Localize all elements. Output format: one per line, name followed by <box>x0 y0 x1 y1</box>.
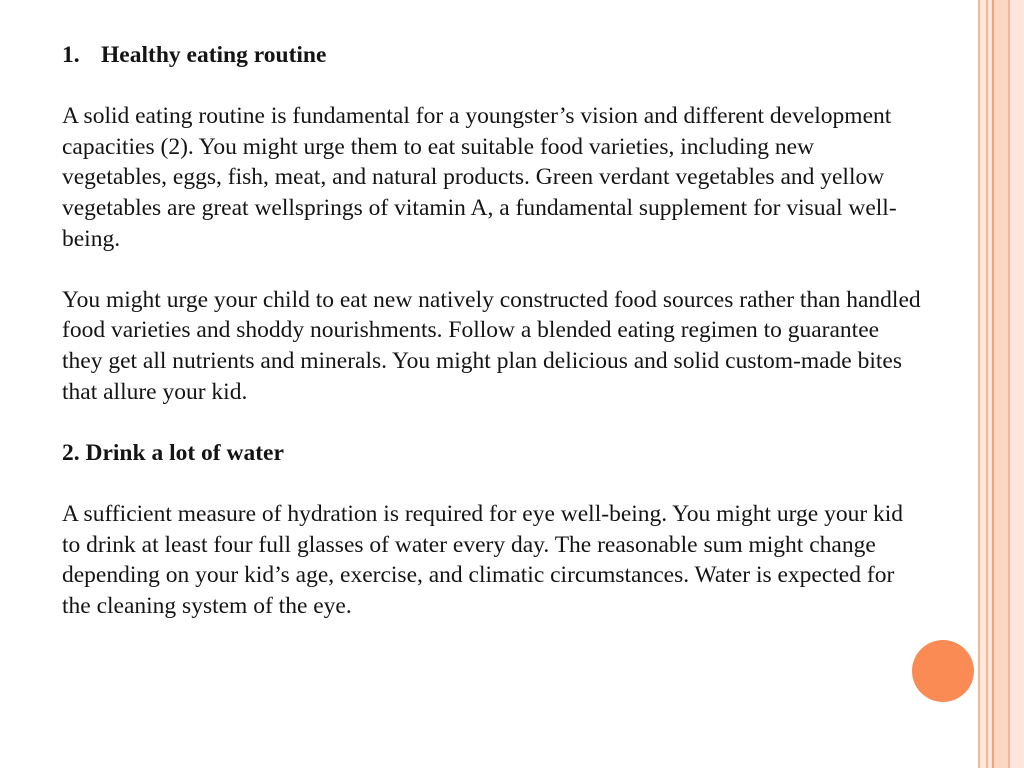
section-title: Healthy eating routine <box>101 42 327 68</box>
section-heading-drink-water: 2. Drink a lot of water <box>62 439 284 466</box>
decorative-circle <box>912 640 974 702</box>
slide-body <box>62 40 922 621</box>
section-number: 1. <box>62 42 80 68</box>
decorative-stripe <box>994 0 1008 768</box>
paragraph: You might urge your child to eat new natively constructed food sources rather than handled food varieties and shoddy nourishments. Follow a blended eating regimen to guarantee they get all nutrients and minerals. You might plan delicious and solid custom-made bites that allure your kid. <box>62 286 921 405</box>
decorative-stripe <box>1010 0 1024 768</box>
paragraph: A sufficient measure of hydration is required for eye well-being. You might urge your kid to drink at least four full glasses of water every day. The reasonable sum might change depending on your kid’s age, exercise, and climatic circumstances. Water is expected for the cleaning system of the eye. <box>62 500 904 619</box>
section-heading-healthy-eating <box>62 40 922 71</box>
paragraph: A solid eating routine is fundamental for a youngster’s vision and different development capacities (2). You might urge them to eat suitable food varieties, including new vegetables, eggs, fish, meat, and natural products. Green verdant vegetables and yellow vegetables are great wellsprings of vitamin A, a fundamental supplement for visual well-being. <box>62 103 897 252</box>
